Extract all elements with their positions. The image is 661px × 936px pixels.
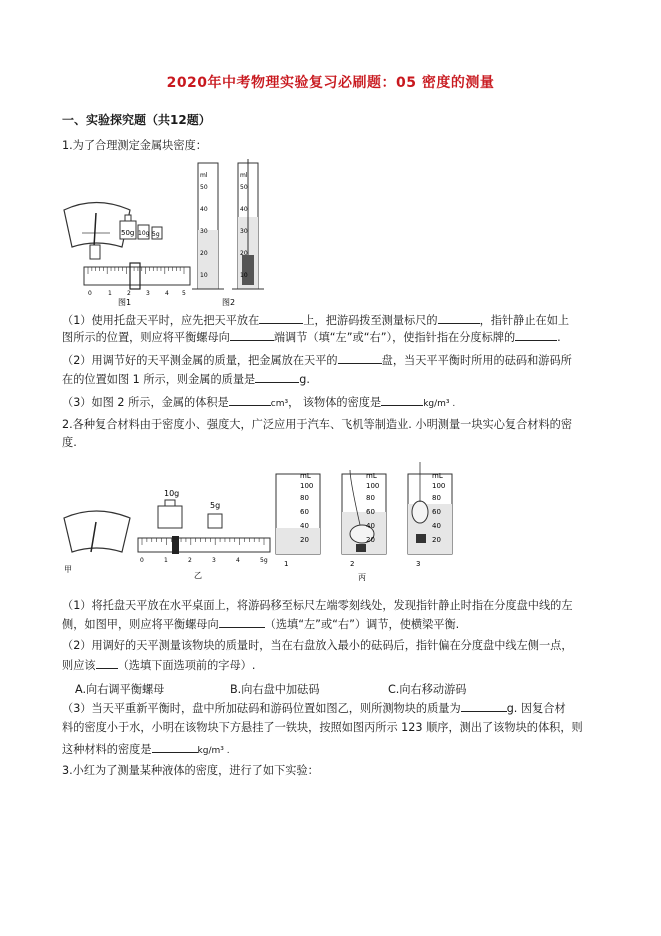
cyl-mark: 40 [240,206,248,213]
cyl-mark: 100 [300,482,314,490]
cyl-mark: 50 [240,184,248,191]
answer-blank[interactable] [515,330,557,341]
q2-part3-line2: 料的密度小于水，小明在该物块下方悬挂了一铁块，按照如图丙所示 123 顺序，测出了该物块的体积，则 [62,721,583,734]
answer-blank[interactable] [255,372,299,383]
section-heading: 一、实验探究题（共12题） [62,113,211,127]
fig-caption: 图1 [118,298,132,307]
cyl-number: 2 [350,560,355,568]
ruler-mark: 0 [140,557,144,564]
weight-label: 10g [138,230,150,237]
ruler-mark: 2 [188,557,192,564]
cyl-number: 1 [284,560,289,568]
cyl-mark: mL [366,472,377,480]
cyl-mark: ml [200,172,208,179]
cyl-mark: 20 [366,536,375,544]
cyl-mark: 20 [432,536,441,544]
cyl-mark: 30 [200,228,208,235]
answer-blank[interactable] [229,395,271,406]
q2-part1-line1: （1）将托盘天平放在水平桌面上，将游码移至标尺左端零刻线处，发现指针静止时指在分度盘中线的左 [62,599,573,612]
ruler-mark: 3 [212,557,216,564]
fig-caption: 图2 [222,298,236,307]
q2-figure [60,460,470,588]
option-c: C.向右移动游码 [388,683,467,696]
weight-label: 50g [121,229,135,237]
cyl-mark: 40 [300,522,309,530]
weight-label: 5g [210,501,221,510]
cyl-mark: 80 [300,494,309,502]
answer-blank[interactable] [461,701,507,712]
cyl-mark: ml [240,172,248,179]
cyl-mark: 100 [432,482,446,490]
q2-part3-line1: （3）当天平重新平衡时，盘中所加砝码和游码位置如图乙，则所测物块的质量为 g. 因复合材 [62,702,566,715]
cyl-mark: 20 [200,250,208,257]
ruler-mark: 5 [182,290,186,297]
metal-block-icon [242,255,254,285]
cyl-mark: 40 [366,522,375,530]
q2-stem-line1: 2.各种复合材料由于密度小、强度大，广泛应用于汽车、飞机等制造业. 小明测量一块实心复合材料的密 [62,418,573,431]
cyl-mark: mL [432,472,443,480]
ruler-mark: 4 [236,557,240,564]
weight-10g-icon [158,506,182,528]
q2-part2-line2: 则应该 （选填下面选项前的字母）. [62,659,256,672]
cyl-mark: 10 [200,272,208,279]
answer-blank[interactable] [219,617,265,628]
weight-5g-icon [208,514,222,528]
answer-blank[interactable] [230,330,274,341]
q1-part1-line1: （1）使用托盘天平时，应先把天平放在 上，把游码拨至测量标尺的 ，指针静止在如上 [62,314,570,327]
ruler-icon [138,538,270,552]
q2-part3-line3: 这种材料的密度是 kg/m³ . [62,743,230,756]
weight-label: 10g [164,489,180,498]
cyl-mark: 10 [240,272,248,279]
answer-blank[interactable] [96,658,118,669]
q1-part2-line2: 在的位置如图 1 所示，则金属的质量是 g. [62,373,310,386]
q2-stem-line2: 度. [62,436,77,449]
q3-stem: 3.小红为了测量某种液体的密度，进行了如下实验： [62,764,319,777]
q2-part2-line1: （2）用调好的天平测量该物块的质量时，当在右盘放入最小的砝码后，指针偏在分度盘中线左侧一点， [62,639,573,652]
fig-caption: 甲 [64,565,72,574]
cylinder-icon [276,474,320,554]
cylinder-icon [342,470,386,554]
option-a: A.向右调平衡螺母 [75,683,165,696]
ruler-icon [84,267,190,285]
iron-block-icon [356,544,366,552]
option-b: B.向右盘中加砝码 [230,683,320,696]
material-block-icon [412,501,428,523]
fig-caption: 乙 [194,571,202,580]
ruler-mark: 2 [127,290,131,297]
q1-part2-line1: （2）用调节好的天平测金属的质量，把金属放在天平的 盘，当天平平衡时所用的砝码和游码所 [62,354,572,367]
cyl-mark: 20 [300,536,309,544]
q2-part1-line2: 侧，如图甲，则应将平衡螺母向 （选填“左”或“右”）调节，使横梁平衡. [62,618,460,631]
cyl-mark: 50 [200,184,208,191]
cyl-mark: 60 [432,508,441,516]
answer-blank[interactable] [338,353,382,364]
cyl-mark: 60 [366,508,375,516]
cyl-mark: 80 [366,494,375,502]
cyl-mark: 80 [432,494,441,502]
ruler-mark: 0 [88,290,92,297]
ruler-mark: 4 [165,290,169,297]
cyl-mark: 40 [432,522,441,530]
ruler-mark: 3 [146,290,150,297]
balance-dial-icon [64,511,130,552]
cyl-mark: 30 [240,228,248,235]
answer-blank[interactable] [152,742,198,753]
answer-blank[interactable] [381,395,423,406]
ruler-mark: 1 [164,557,168,564]
cyl-number: 3 [416,560,421,568]
cyl-mark: 40 [200,206,208,213]
page-title: 2020年中考物理实验复习必刷题：05 密度的测量 [166,75,495,91]
answer-blank[interactable] [438,313,480,324]
cyl-mark: 60 [300,508,309,516]
cyl-mark: mL [300,472,311,480]
cyl-mark: 100 [366,482,380,490]
ruler-mark: 5g [260,557,268,564]
q1-part3: （3）如图 2 所示，金属的体积是 cm³， 该物体的密度是 kg/m³ . [62,396,456,409]
cylinder-icon [408,462,452,554]
iron-block-icon [416,534,426,543]
q1-figure2 [190,155,270,307]
q1-stem: 1.为了合理测定金属块密度： [62,139,207,152]
fig-caption: 丙 [358,573,366,582]
q1-part1-line2: 图所示的位置，则应将平衡螺母向 端调节（填“左”或“右”），使指针指在分度标牌的 . [62,331,561,344]
answer-blank[interactable] [259,313,303,324]
weight-label: 5g [152,231,160,238]
ruler-mark: 1 [108,290,112,297]
cyl-mark: 20 [240,250,248,257]
